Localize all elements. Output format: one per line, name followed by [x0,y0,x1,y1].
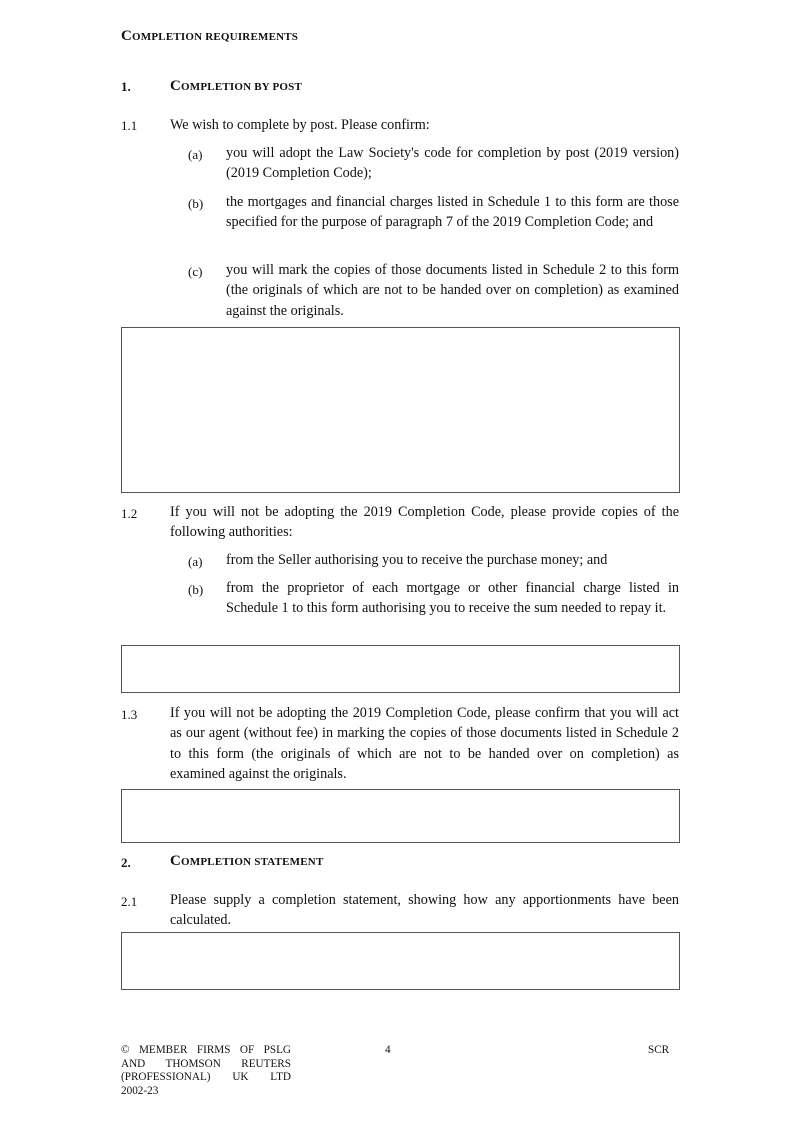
clause-number: 1.2 [121,506,138,521]
sub-clause-label: (a) [188,554,203,569]
clause-text: Please supply a completion statement, showing how any apportionments have been calculated. [170,892,679,929]
section-number: 1. [121,79,131,94]
answer-field-1-3[interactable] [122,790,679,842]
section-number: 2. [121,855,131,870]
page-title-initial: C [121,28,133,44]
clause-number: 2.1 [121,894,138,909]
clause-text: If you will not be adopting the 2019 Completion Code, please confirm that you will act as our agent (without fee) in marking the copies of those documents listed in Schedule 2 to this form (the originals of which are not to be handed over on completion) as examined against the originals. [170,705,679,782]
page-title [121,28,298,45]
section-heading-initial: C [170,853,182,869]
sub-clause-text: from the Seller authorising you to receive the purchase money; and [226,552,608,568]
page-title-rest: OMPLETION REQUIREMENTS [132,31,299,43]
answer-box-1-3[interactable] [121,789,680,843]
answer-box-1-2[interactable] [121,645,680,693]
clause-text: We wish to complete by post. Please confirm: [170,117,430,133]
clause-number: 1.1 [121,118,138,133]
answer-box-1-1[interactable] [121,327,680,493]
section-heading-rest: OMPLETION STATEMENT [181,856,324,868]
answer-field-2-1[interactable] [122,933,679,989]
footer-copyright [121,1044,291,1098]
sub-clause-text: you will adopt the Law Society's code for completion by post (2019 version) (2019 Completion Code); [226,145,679,182]
sub-clause-text: you will mark the copies of those documents listed in Schedule 2 to this form (the originals of which are not to be handed over on completion) as examined against the originals. [226,262,679,319]
sub-clause-text: from the proprietor of each mortgage or other financial charge listed in Schedule 1 to this form authorising you to receive the sum needed to repay it. [226,580,679,617]
answer-field-1-2[interactable] [122,646,679,692]
footer-copyright-line: © MEMBER FIRMS OF PSLG [121,1044,291,1056]
section-heading [170,78,302,95]
sub-clause-label: (a) [188,147,203,162]
footer-copyright-line: 2002-23 [121,1084,159,1097]
page-number: 4 [385,1044,391,1056]
section-heading [170,853,324,870]
sub-clause-label: (c) [188,264,203,279]
answer-box-2-1[interactable] [121,932,680,990]
answer-field-1-1[interactable] [122,328,679,492]
footer-copyright-line: (PROFESSIONAL) UK LTD [121,1071,291,1083]
section-heading-initial: C [170,78,182,94]
section-heading-rest: OMPLETION BY POST [181,81,302,93]
clause-text: If you will not be adopting the 2019 Completion Code, please provide copies of the following authorities: [170,504,679,541]
clause-number: 1.3 [121,707,138,722]
sub-clause-label: (b) [188,582,204,597]
footer-copyright-line: AND THOMSON REUTERS [121,1057,291,1070]
form-code: SCR [648,1044,670,1056]
sub-clause-text: the mortgages and financial charges listed in Schedule 1 to this form are those specified for the purpose of paragraph 7 of the 2019 Completion Code; and [226,194,679,231]
sub-clause-label: (b) [188,196,204,211]
